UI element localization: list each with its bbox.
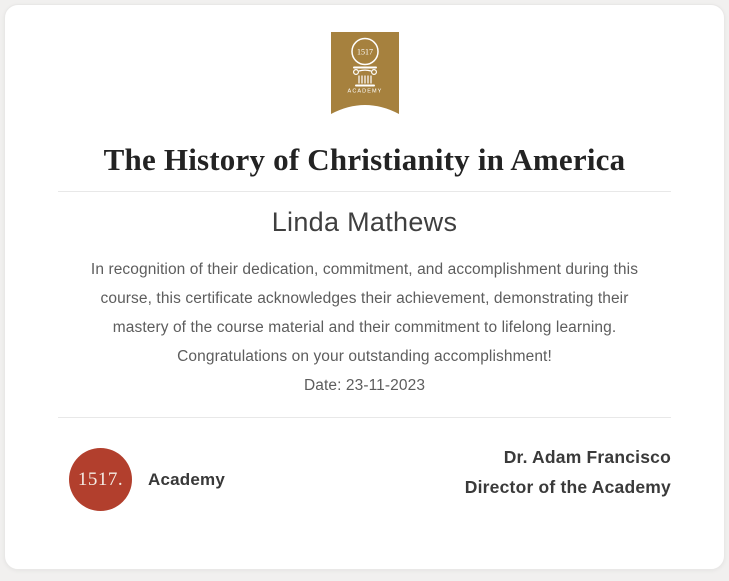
ribbon-banner-icon bbox=[331, 32, 399, 114]
org-name: Academy bbox=[148, 469, 225, 489]
certificate-footer bbox=[5, 448, 724, 511]
certificate-body bbox=[5, 255, 724, 400]
certificate-card bbox=[4, 4, 725, 570]
signer-name: Dr. Adam Francisco bbox=[503, 447, 671, 467]
org-logo-text: 1517. bbox=[77, 468, 124, 490]
course-title: The History of Christianity in America bbox=[103, 142, 626, 177]
body-line: mastery of the course material and their commitment to lifelong learning. bbox=[112, 319, 617, 336]
body-line: In recognition of their dedication, commitment, and accomplishment during this bbox=[90, 261, 639, 278]
signature-block bbox=[465, 442, 671, 502]
badge-year-label: 1517 bbox=[356, 47, 373, 57]
footer-divider bbox=[58, 417, 671, 418]
signer-title: Director of the Academy bbox=[464, 477, 671, 497]
certificate-date: Date: 23-11-2023 bbox=[303, 377, 426, 394]
body-line: course, this certificate acknowledges their achievement, demonstrating their bbox=[100, 290, 629, 307]
recipient-name: Linda Mathews bbox=[271, 207, 458, 237]
title-divider bbox=[58, 191, 671, 192]
org-1517-logo bbox=[69, 448, 132, 511]
ribbon-shape bbox=[331, 32, 399, 114]
org-identity bbox=[69, 448, 225, 511]
badge-academy-label: ACADEMY bbox=[347, 88, 382, 95]
body-line: Congratulations on your outstanding accomplishment! bbox=[177, 348, 552, 365]
academy-ribbon-badge bbox=[5, 32, 724, 114]
